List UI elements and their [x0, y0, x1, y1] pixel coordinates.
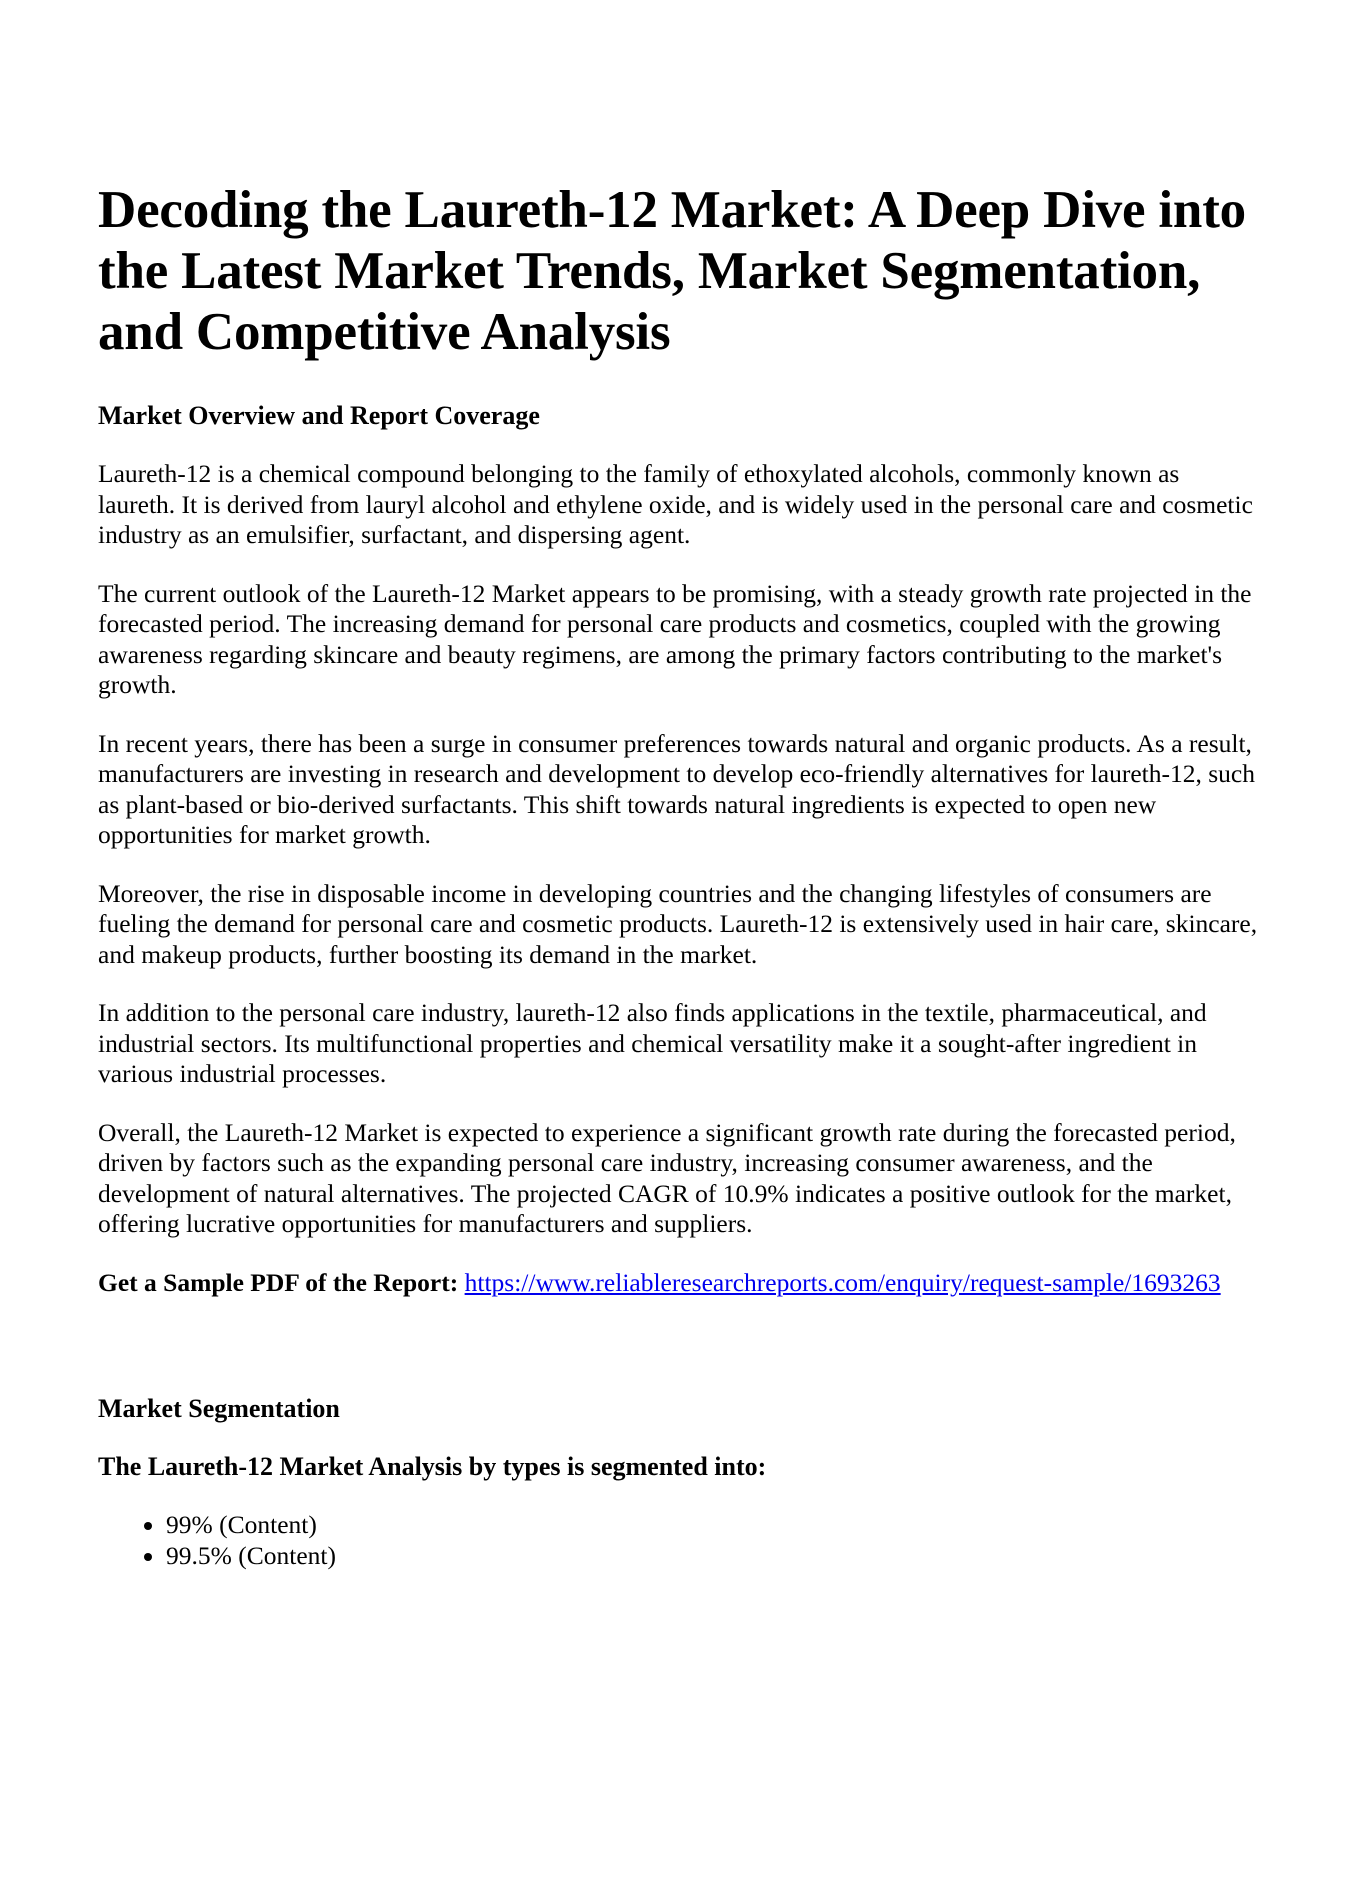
list-item: • 99% (Content) [166, 1510, 1258, 1541]
sample-pdf-label: Get a Sample PDF of the Report: [98, 1267, 459, 1297]
sample-pdf-line [98, 1268, 1258, 1299]
sample-pdf-link[interactable]: https://www.reliableresearchreports.com/enquiry/request-sample/1693263 [464, 1267, 1221, 1297]
list-item: • 99.5% (Content) [166, 1541, 1258, 1572]
overview-paragraph-2: The current outlook of the Laureth-12 Market appears to be promising, with a steady growth rate projected in the forecasted period. The increasing demand for personal care products and cosmetics, coupled with the growing awareness regarding skincare and beauty regimens, are among the primary factors contributing to the market's growth. [98, 578, 1252, 699]
overview-paragraph-5: In addition to the personal care industry, laureth-12 also finds applications in the textile, pharmaceutical, and industrial sectors. Its multifunctional properties and chemical versatility make it a sought-after ingredient in various industrial processes. [98, 998, 1207, 1088]
types-list [98, 1510, 1258, 1571]
document-page [98, 180, 1258, 1571]
segmentation-heading: Market Segmentation [98, 1394, 340, 1423]
overview-paragraph-1: Laureth-12 is a chemical compound belonging to the family of ethoxylated alcohols, commonly known as laureth. It is derived from lauryl alcohol and ethylene oxide, and is widely used in the personal care and cosmetic industry as an emulsifier, surfactant, and dispersing agent. [98, 459, 1253, 549]
segmentation-subheading: The Laureth-12 Market Analysis by types is segmented into: [98, 1452, 767, 1481]
page-title: Decoding the Laureth-12 Market: A Deep Dive into the Latest Market Trends, Market Segmentation, and Competitive Analysis [98, 181, 1246, 361]
overview-heading: Market Overview and Report Coverage [98, 401, 540, 430]
overview-paragraph-4: Moreover, the rise in disposable income in developing countries and the changing lifestyles of consumers are fueling the demand for personal care and cosmetic products. Laureth-12 is extensively used in hair care, skincare, and makeup products, further boosting its demand in the market. [98, 878, 1258, 969]
overview-paragraph-6: Overall, the Laureth-12 Market is expected to experience a significant growth rate during the forecasted period, driven by factors such as the expanding personal care industry, increasing consumer awareness, and the development of natural alternatives. The projected CAGR of 10.9% indicates a positive outlook for the market, offering lucrative opportunities for manufacturers and suppliers. [98, 1117, 1236, 1238]
overview-paragraph-3: In recent years, there has been a surge in consumer preferences towards natural and organic products. As a result, manufacturers are investing in research and development to develop eco-friendly alternatives for laureth-12, such as plant-based or bio-derived surfactants. This shift towards natural ingredients is expected to open new opportunities for market growth. [98, 728, 1255, 849]
